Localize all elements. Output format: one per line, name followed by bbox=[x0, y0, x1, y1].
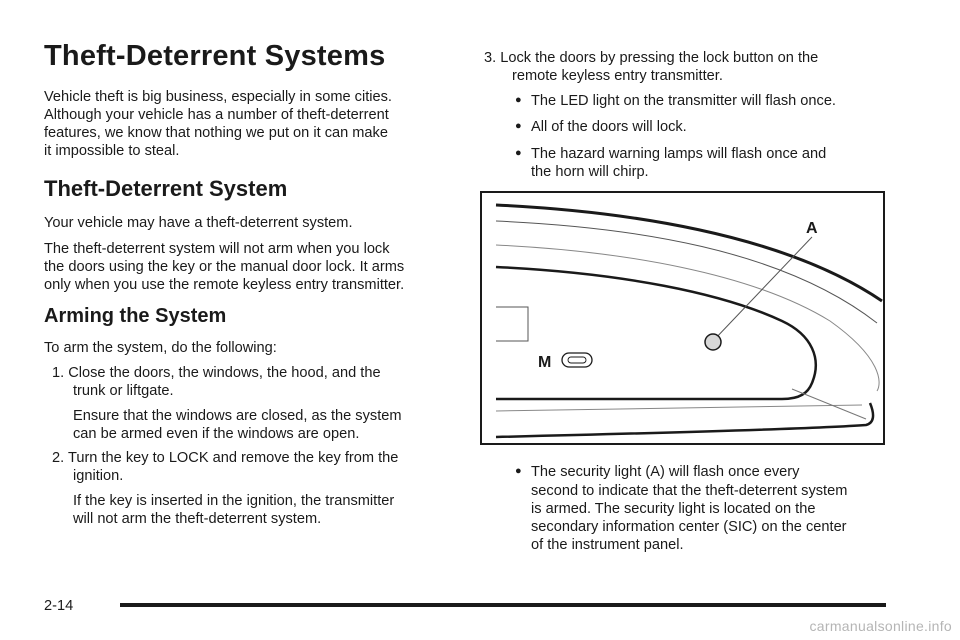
intro-line-1: Vehicle theft is big business, especially in some cities. bbox=[44, 89, 392, 105]
step1-note-line-1: Ensure that the windows are closed, as the system bbox=[73, 408, 402, 424]
subsection-title: Arming the System bbox=[44, 305, 227, 327]
bullet-dot-icon: ● bbox=[515, 147, 522, 159]
bullet-hazard-line-2: the horn will chirp. bbox=[531, 164, 649, 180]
step3-line-1: 3. Lock the doors by pressing the lock button on the bbox=[484, 50, 819, 66]
page-title: Theft-Deterrent Systems bbox=[44, 40, 386, 72]
step1-line-2: trunk or liftgate. bbox=[73, 383, 174, 399]
bullet-dot-icon: ● bbox=[515, 120, 522, 132]
section-p2-line-2: the doors using the key or the manual door lock. It arms bbox=[44, 259, 405, 275]
security-line-2: second to indicate that the theft-deterrent system bbox=[531, 483, 848, 499]
bullet-doors: ● All of the doors will lock. bbox=[515, 119, 687, 135]
section-p1: Your vehicle may have a theft-deterrent system. bbox=[44, 215, 353, 231]
intro-line-4: it impossible to steal. bbox=[44, 143, 180, 159]
bullet-security: ● The security light (A) will flash once every bbox=[515, 464, 800, 480]
section-p2-line-3: only when you use the remote keyless entry transmitter. bbox=[44, 277, 405, 293]
bullet-dot-icon: ● bbox=[515, 94, 522, 106]
bullet-led: ● The LED light on the transmitter will flash once. bbox=[515, 93, 836, 109]
instrument-panel-figure bbox=[480, 191, 885, 445]
step3-line-2: remote keyless entry transmitter. bbox=[512, 68, 723, 84]
intro-line-3: features, we know that nothing we put on it can make bbox=[44, 125, 388, 141]
security-line-4: secondary information center (SIC) on the center bbox=[531, 519, 847, 535]
page-number: 2-14 bbox=[44, 598, 74, 614]
step2-line-2: ignition. bbox=[73, 468, 124, 484]
security-line-5: of the instrument panel. bbox=[531, 537, 684, 553]
section-title: Theft-Deterrent System bbox=[44, 176, 288, 201]
bullet-dot-icon: ● bbox=[515, 465, 522, 477]
security-line-3: is armed. The security light is located on the bbox=[531, 501, 816, 517]
footer-rule bbox=[120, 603, 886, 607]
step1-line-1: 1. Close the doors, the windows, the hood, and the bbox=[52, 365, 381, 381]
section-p2-line-1: The theft-deterrent system will not arm when you lock bbox=[44, 241, 390, 257]
step2-note-line-2: will not arm the theft-deterrent system. bbox=[73, 511, 322, 527]
intro-line-2: Although your vehicle has a number of theft-deterrent bbox=[44, 107, 389, 123]
instrument-panel-illustration bbox=[482, 193, 885, 445]
bullet-hazard: ● The hazard warning lamps will flash once and bbox=[515, 146, 827, 162]
step1-note-line-2: can be armed even if the windows are open. bbox=[73, 426, 360, 442]
watermark: carmanualsonline.info bbox=[809, 618, 952, 634]
sub-intro: To arm the system, do the following: bbox=[44, 340, 277, 356]
mode-icon-letter: M bbox=[538, 354, 552, 371]
step2-note-line-1: If the key is inserted in the ignition, the transmitter bbox=[73, 493, 395, 509]
callout-label-a: A bbox=[806, 220, 818, 237]
step2-line-1: 2. Turn the key to LOCK and remove the key from the bbox=[52, 450, 399, 466]
